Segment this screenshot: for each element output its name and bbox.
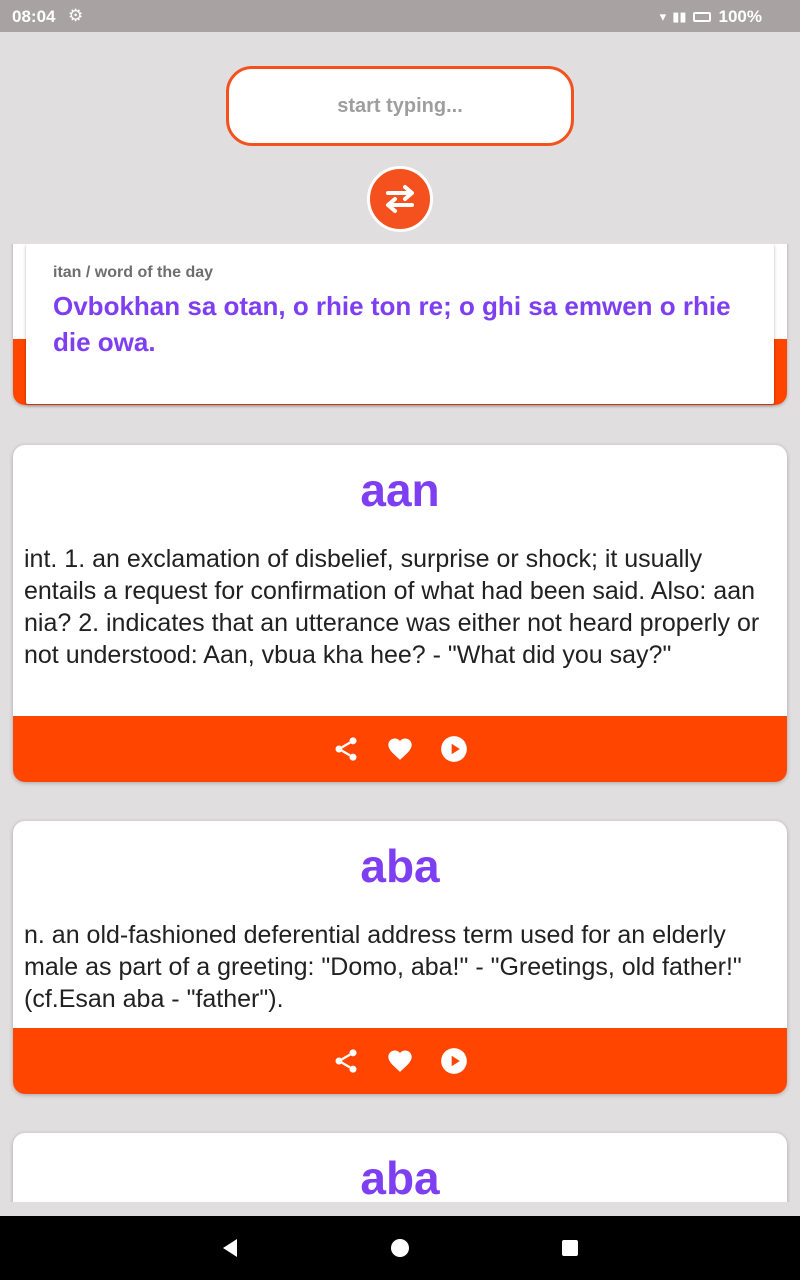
- back-icon: [219, 1237, 241, 1259]
- favorite-button[interactable]: [385, 734, 415, 764]
- header: [0, 32, 800, 244]
- home-icon: [389, 1237, 411, 1259]
- battery-icon: [693, 12, 711, 22]
- entry-card: [13, 445, 787, 782]
- favorite-button[interactable]: [385, 1046, 415, 1076]
- play-button[interactable]: [439, 1046, 469, 1076]
- entry-list[interactable]: [0, 244, 800, 1202]
- entry-card: [13, 1133, 787, 1202]
- entry-actions: [13, 716, 787, 782]
- gear-icon: ⚙: [68, 6, 84, 25]
- entry-word: aba: [360, 840, 440, 892]
- entry-word: aba: [360, 1152, 440, 1202]
- play-button[interactable]: [439, 734, 469, 764]
- word-of-the-day-text: Ovbokhan sa otan, o rhie ton re; o ghi sa emwen o rhie die owa.: [53, 291, 731, 357]
- status-time: 08:04: [12, 7, 56, 26]
- share-icon: [332, 1047, 360, 1075]
- share-icon: [332, 735, 360, 763]
- signal-icon: ▮▮: [672, 9, 687, 24]
- recents-icon: [559, 1237, 581, 1259]
- status-icons: [660, 7, 762, 27]
- heart-icon: [386, 735, 414, 763]
- share-button[interactable]: [331, 734, 361, 764]
- home-button[interactable]: [388, 1236, 412, 1260]
- word-of-the-day-card[interactable]: [26, 244, 774, 404]
- heart-icon: [386, 1047, 414, 1075]
- search-input[interactable]: [226, 66, 574, 146]
- swap-icon: [370, 169, 430, 229]
- navigation-bar: [0, 1216, 800, 1280]
- entry-definition: n. an old-fashioned deferential address term used for an elderly male as part of a greeting: "Domo, aba!" - "Greetings, old father!" (cf.Esan aba - "father").: [24, 921, 742, 1013]
- share-button[interactable]: [331, 1046, 361, 1076]
- entry-actions: [13, 1028, 787, 1094]
- back-button[interactable]: [218, 1236, 242, 1260]
- entry-card: [13, 821, 787, 1094]
- play-icon: [440, 1047, 468, 1075]
- swap-button[interactable]: [367, 166, 433, 232]
- recents-button[interactable]: [558, 1236, 582, 1260]
- status-bar: [0, 0, 800, 32]
- wifi-icon: ▾: [659, 9, 667, 24]
- play-icon: [440, 735, 468, 763]
- battery-level: 100%: [718, 7, 762, 26]
- word-of-the-day-label: itan / word of the day: [53, 264, 214, 281]
- entry-definition: int. 1. an exclamation of disbelief, surprise or shock; it usually entails a request for confirmation of what had been said. Also: aan nia? 2. indicates that an utterance was either not heard properly or not understood: Aan, vbua kha hee? - "What did you say?": [24, 545, 760, 669]
- entry-word: aan: [360, 464, 440, 516]
